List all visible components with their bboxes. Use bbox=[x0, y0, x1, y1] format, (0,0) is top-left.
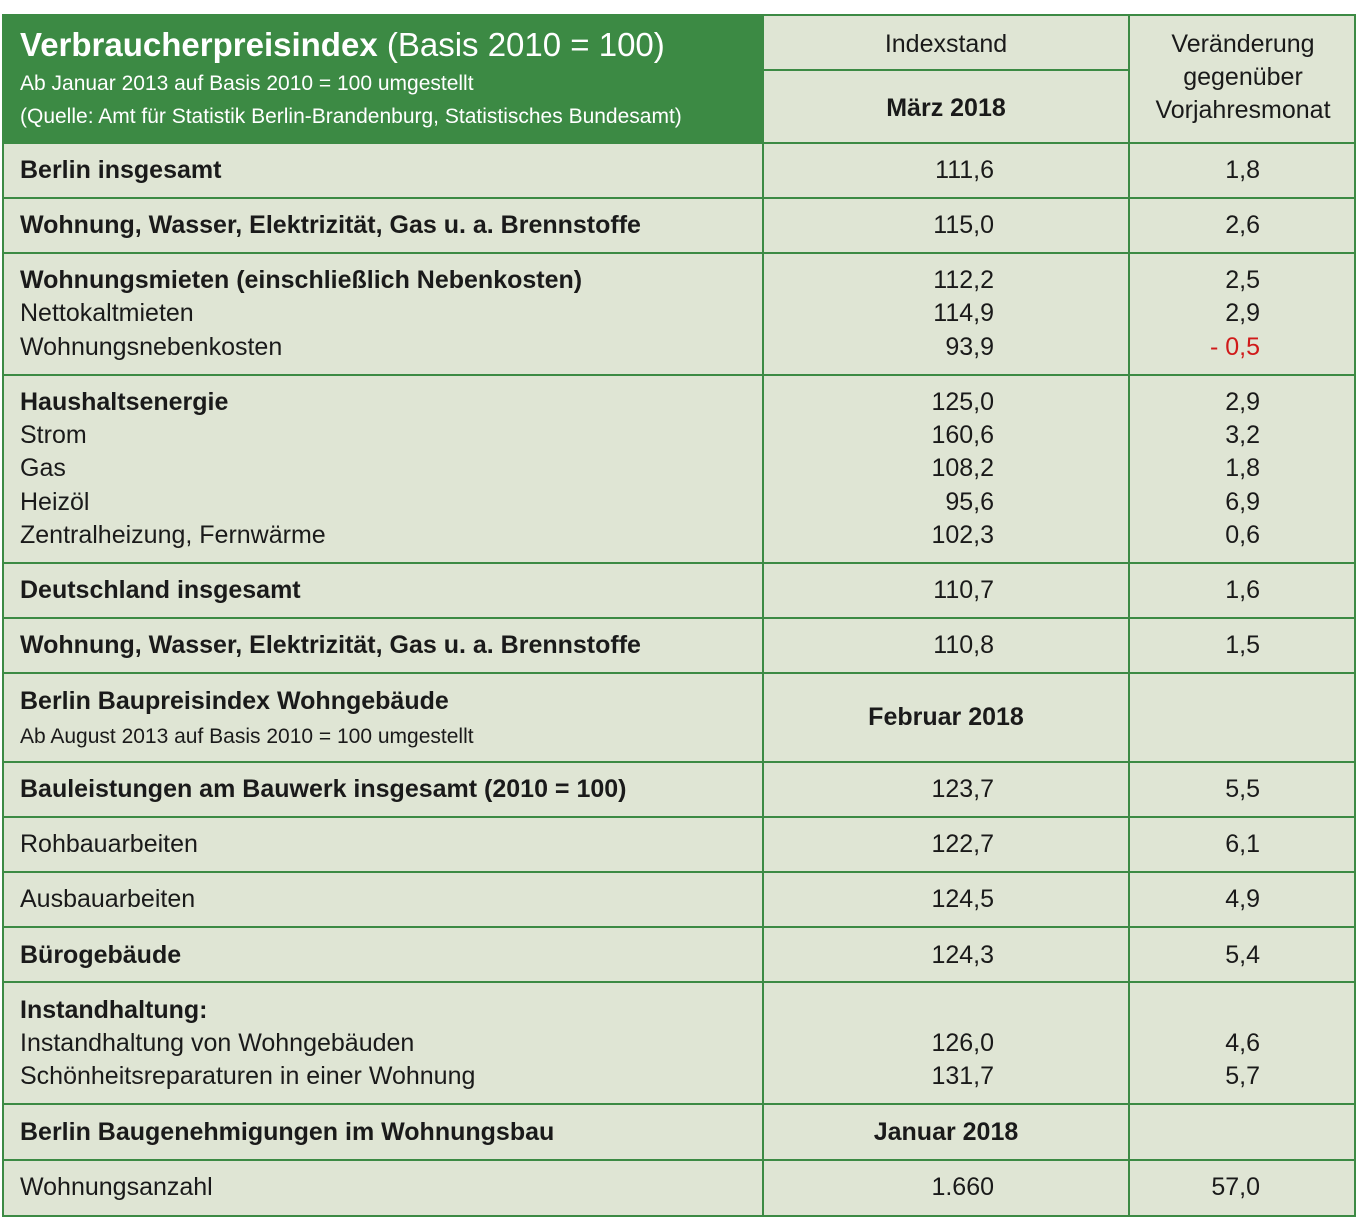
row-divider bbox=[4, 926, 1354, 928]
row-label-construction-total: Bauleistungen am Bauwerk insgesamt (2010 = 100) bbox=[20, 775, 627, 803]
row-label-ancillary-costs: Wohnungsnebenkosten bbox=[20, 333, 283, 361]
row-change-household-energy: 2,9 bbox=[1225, 388, 1260, 416]
row-change-housing-germany: 1,5 bbox=[1225, 631, 1260, 659]
row-label-maintenance-residential: Instandhaltung von Wohngebäuden bbox=[20, 1029, 415, 1057]
row-label-shell-works: Rohbauarbeiten bbox=[20, 830, 198, 858]
row-change-germany-total: 1,6 bbox=[1225, 576, 1260, 604]
row-index-ancillary-costs: 93,9 bbox=[945, 333, 994, 361]
row-index-housing-berlin: 115,0 bbox=[933, 211, 994, 239]
row-change-electricity: 3,2 bbox=[1225, 421, 1260, 449]
table-title bbox=[20, 26, 665, 64]
row-divider bbox=[4, 252, 1354, 254]
row-index-net-cold-rent: 114,9 bbox=[933, 299, 994, 327]
column-header-change-line3: Vorjahresmonat bbox=[1155, 96, 1331, 124]
row-change-dwelling-count: 57,0 bbox=[1211, 1173, 1260, 1201]
section-period-construction: Februar 2018 bbox=[868, 703, 1024, 731]
row-label-cosmetic-repairs: Schönheitsreparaturen in einer Wohnung bbox=[20, 1062, 476, 1090]
row-divider bbox=[4, 761, 1354, 763]
row-divider bbox=[4, 1159, 1354, 1161]
row-index-rents: 112,2 bbox=[933, 266, 994, 294]
row-index-gas: 108,2 bbox=[931, 454, 994, 482]
row-divider bbox=[4, 617, 1354, 619]
row-index-cosmetic-repairs: 131,7 bbox=[931, 1062, 994, 1090]
row-label-housing-germany: Wohnung, Wasser, Elektrizität, Gas u. a. Brennstoffe bbox=[20, 631, 641, 659]
row-divider bbox=[4, 562, 1354, 564]
row-change-gas: 1,8 bbox=[1225, 454, 1260, 482]
row-label-rents: Wohnungsmieten (einschließlich Nebenkosten) bbox=[20, 266, 583, 294]
row-index-maintenance-residential: 126,0 bbox=[931, 1029, 994, 1057]
title-rest: (Basis 2010 = 100) bbox=[377, 26, 665, 63]
row-label-dwelling-count: Wohnungsanzahl bbox=[20, 1173, 213, 1201]
column-header-change-line2: gegenüber bbox=[1183, 63, 1303, 91]
row-index-housing-germany: 110,8 bbox=[933, 631, 994, 659]
row-change-office-buildings: 5,4 bbox=[1225, 941, 1260, 969]
row-label-district-heating: Zentralheizung, Fernwärme bbox=[20, 521, 326, 549]
row-index-dwelling-count: 1.660 bbox=[931, 1173, 994, 1201]
price-index-table bbox=[2, 14, 1356, 1217]
row-change-heating-oil: 6,9 bbox=[1225, 488, 1260, 516]
row-index-district-heating: 102,3 bbox=[931, 521, 994, 549]
row-divider bbox=[4, 1103, 1354, 1105]
row-label-germany-total: Deutschland insgesamt bbox=[20, 576, 301, 604]
column-header-index: Indexstand bbox=[884, 30, 1008, 58]
row-index-heating-oil: 95,6 bbox=[945, 488, 994, 516]
row-change-net-cold-rent: 2,9 bbox=[1225, 299, 1260, 327]
row-index-construction-total: 123,7 bbox=[931, 775, 994, 803]
row-divider bbox=[4, 816, 1354, 818]
row-index-shell-works: 122,7 bbox=[931, 830, 994, 858]
row-label-berlin-total: Berlin insgesamt bbox=[20, 156, 222, 184]
section-note-construction-basis: Ab August 2013 auf Basis 2010 = 100 umgestellt bbox=[20, 725, 474, 748]
row-index-office-buildings: 124,3 bbox=[931, 941, 994, 969]
row-change-district-heating: 0,6 bbox=[1225, 521, 1260, 549]
row-divider bbox=[4, 142, 1354, 144]
row-divider bbox=[4, 374, 1354, 376]
row-divider bbox=[4, 197, 1354, 199]
table-subtitle-basis: Ab Januar 2013 auf Basis 2010 = 100 umgestellt bbox=[20, 72, 474, 95]
table-subtitle-source: (Quelle: Amt für Statistik Berlin-Brandenburg, Statistisches Bundesamt) bbox=[20, 105, 682, 128]
row-label-maintenance: Instandhaltung: bbox=[20, 996, 208, 1024]
row-change-rents: 2,5 bbox=[1225, 266, 1260, 294]
row-label-net-cold-rent: Nettokaltmieten bbox=[20, 299, 194, 327]
header-divider bbox=[764, 69, 1128, 71]
row-index-finishing-works: 124,5 bbox=[931, 885, 994, 913]
title-bold: Verbraucherpreisindex bbox=[20, 26, 378, 63]
section-title-construction-price: Berlin Baupreisindex Wohngebäude bbox=[20, 687, 449, 715]
section-title-building-permits: Berlin Baugenehmigungen im Wohnungsbau bbox=[20, 1118, 555, 1146]
row-label-heating-oil: Heizöl bbox=[20, 488, 90, 516]
row-change-housing-berlin: 2,6 bbox=[1225, 211, 1260, 239]
column-header-change-line1: Veränderung bbox=[1171, 30, 1315, 58]
row-index-household-energy: 125,0 bbox=[931, 388, 994, 416]
row-label-electricity: Strom bbox=[20, 421, 87, 449]
row-change-construction-total: 5,5 bbox=[1225, 775, 1260, 803]
row-change-shell-works: 6,1 bbox=[1225, 830, 1260, 858]
row-label-household-energy: Haushaltsenergie bbox=[20, 388, 229, 416]
row-index-berlin-total: 111,6 bbox=[935, 156, 994, 184]
row-label-finishing-works: Ausbauarbeiten bbox=[20, 885, 196, 913]
row-label-housing-berlin: Wohnung, Wasser, Elektrizität, Gas u. a. Brennstoffe bbox=[20, 211, 641, 239]
row-index-electricity: 160,6 bbox=[931, 421, 994, 449]
row-change-cosmetic-repairs: 5,7 bbox=[1225, 1062, 1260, 1090]
table-title-cell bbox=[4, 16, 762, 142]
row-change-maintenance-residential: 4,6 bbox=[1225, 1029, 1260, 1057]
column-header-index-period: März 2018 bbox=[886, 94, 1006, 122]
row-change-finishing-works: 4,9 bbox=[1225, 885, 1260, 913]
row-label-office-buildings: Bürogebäude bbox=[20, 941, 182, 969]
row-change-ancillary-costs: - 0,5 bbox=[1209, 333, 1260, 361]
row-divider bbox=[4, 672, 1354, 674]
section-period-building-permits: Januar 2018 bbox=[873, 1118, 1019, 1146]
row-label-gas: Gas bbox=[20, 454, 66, 482]
row-divider bbox=[4, 981, 1354, 983]
row-index-germany-total: 110,7 bbox=[933, 576, 994, 604]
row-change-berlin-total: 1,8 bbox=[1225, 156, 1260, 184]
row-divider bbox=[4, 871, 1354, 873]
